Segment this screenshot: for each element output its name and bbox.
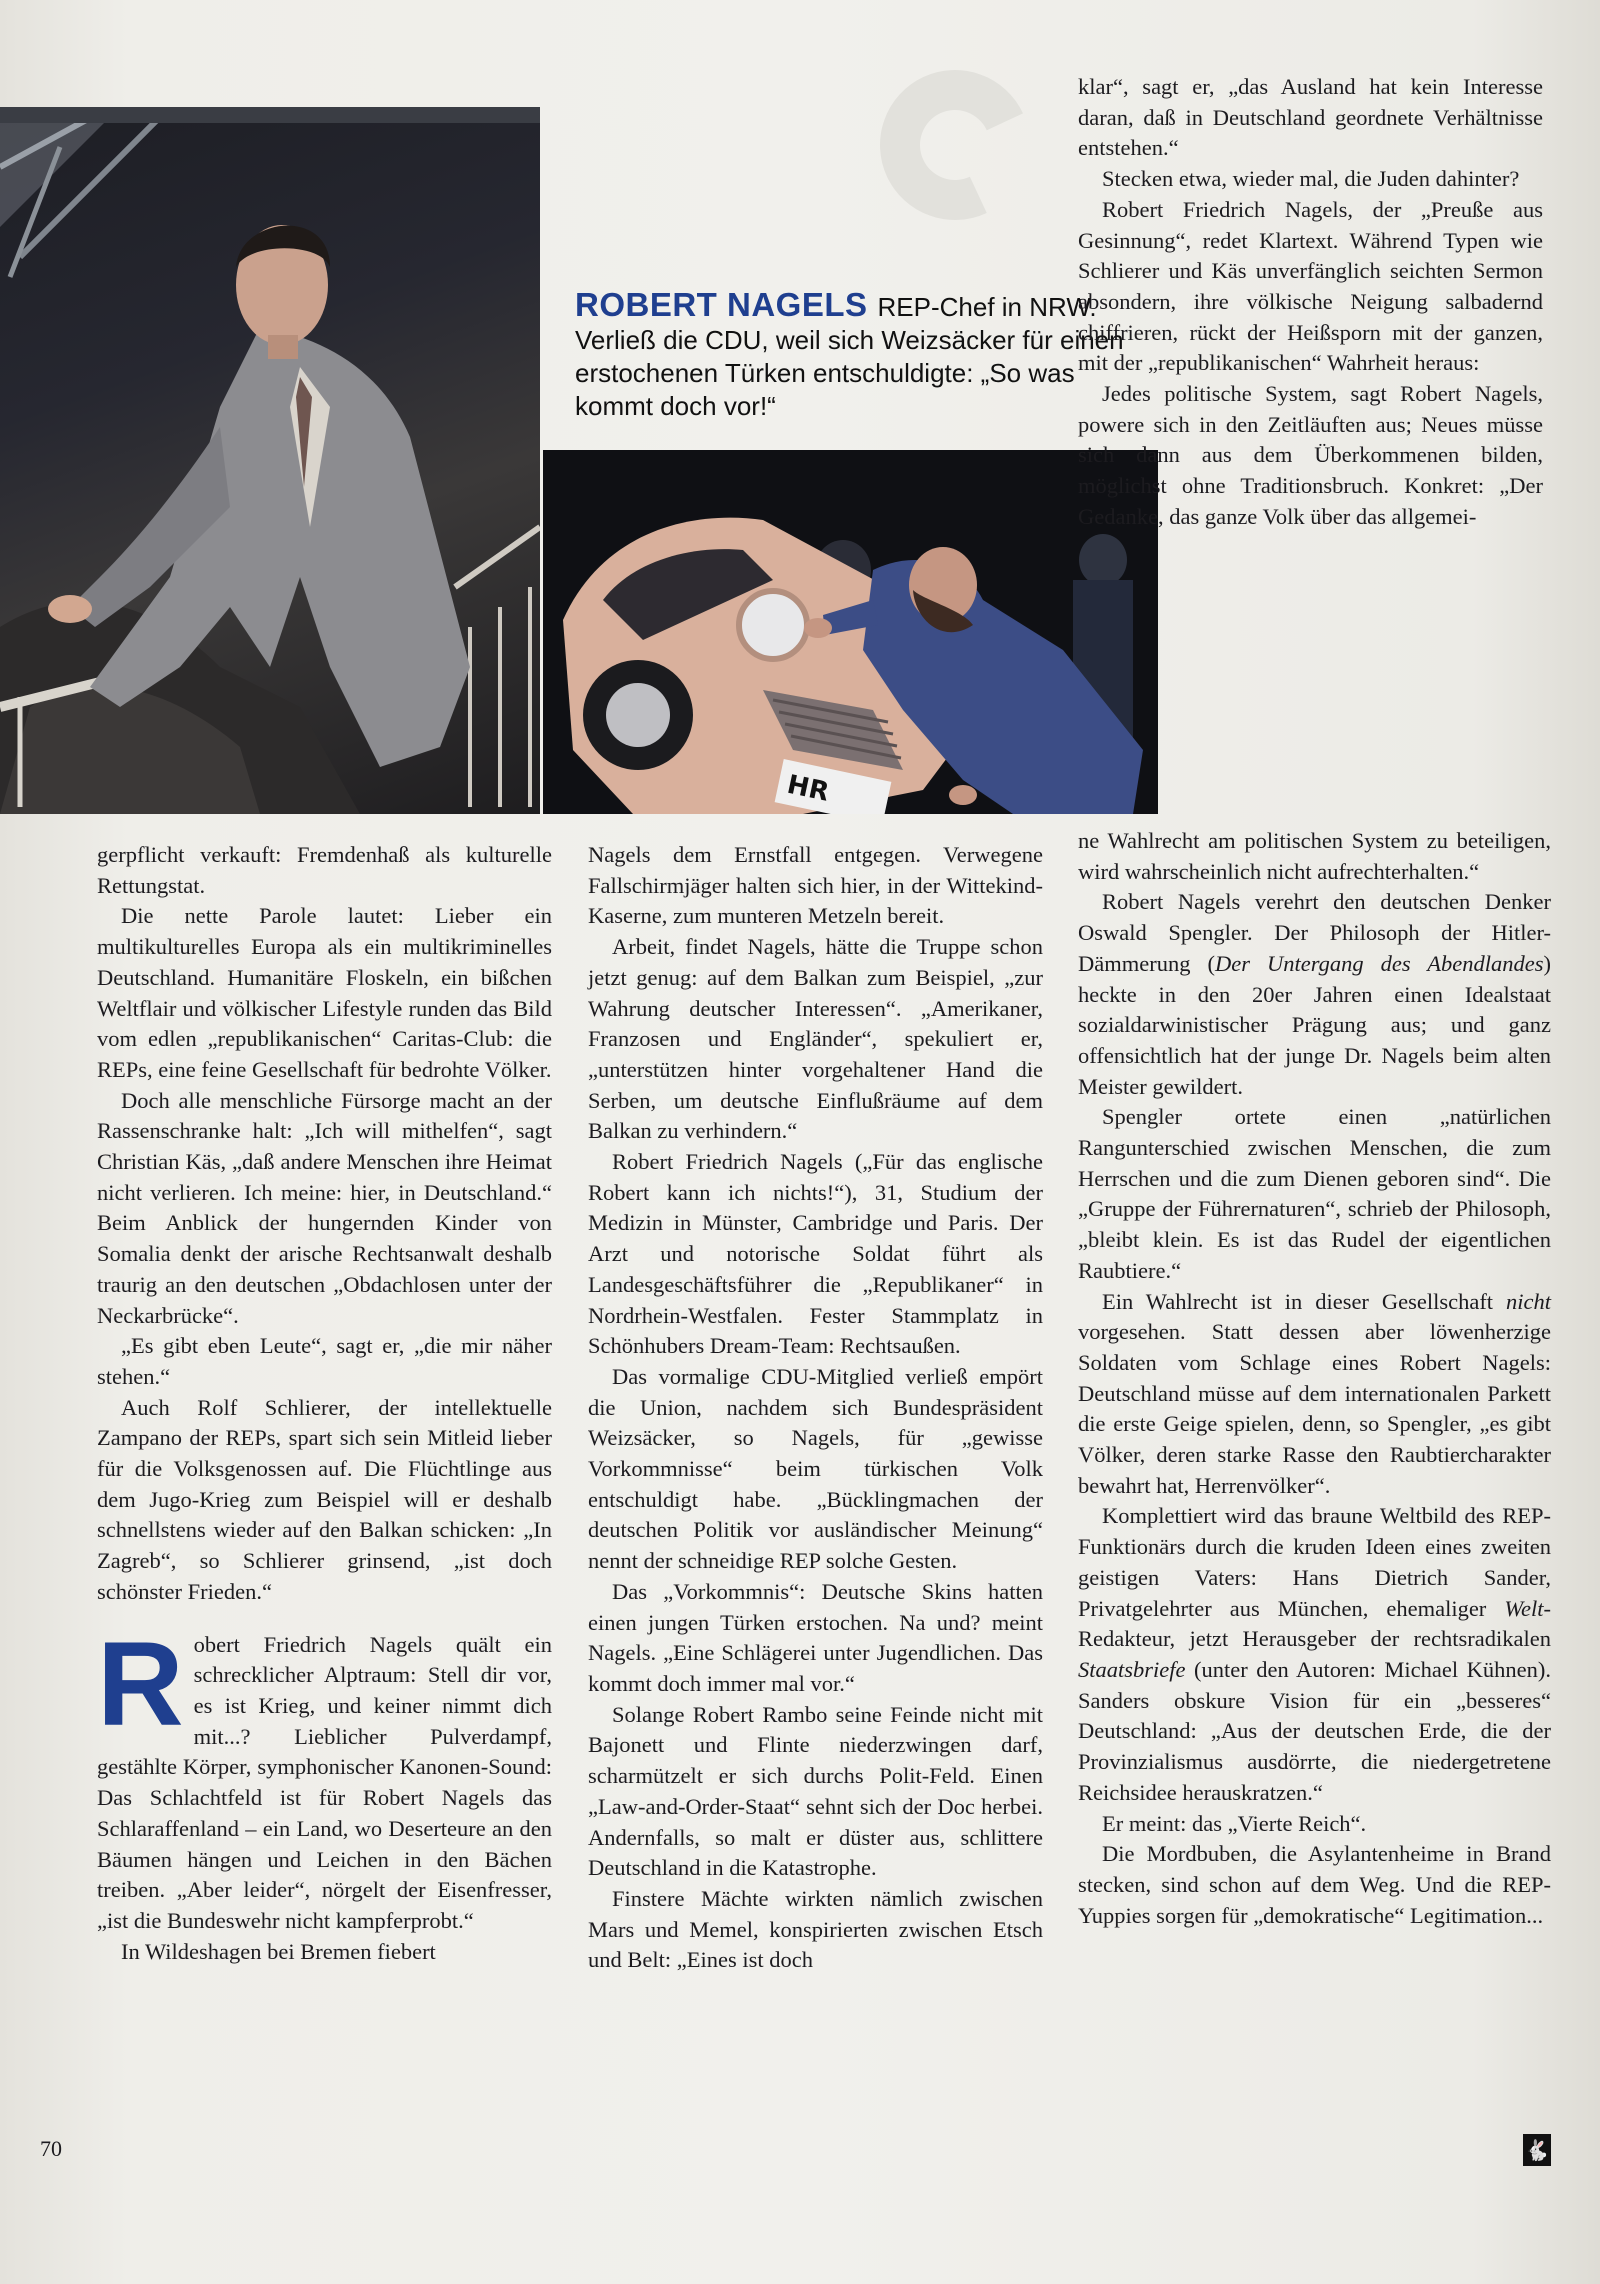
decorative-letter-shape <box>859 49 1051 241</box>
paragraph: Er meint: das „Vierte Reich“. <box>1102 1810 1367 1836</box>
paragraph: Arbeit, findet Nagels, hätte die Truppe schon jetzt genug: auf dem Balkan zum Beispiel, „zur Wahrung deutscher Interessen“. „Amerikaner, Franzosen und Engländer“, spekuliert er, „unterstützen hinter vorgehaltener Hand die Serben, um deutsche Einflußräume auf dem Balkan zu verhindern.“ <box>588 934 1043 1144</box>
paragraph: Robert Friedrich Nagels („Für das englische Robert kann ich nichts!“), 31, Studium der Medizin in Münster, Cambridge und Paris. Der Arzt und notorische Soldat führt als Landesgeschäftsführer die „Republikaner“ in Nordrhein-Westfalen. Fester Stammplatz in Schönhubers Dream-Team: Rechtsaußen. <box>588 1149 1043 1359</box>
paragraph: obert Friedrich Nagels quält ein schrecklicher Alptraum: Stell dir vor, es ist Krieg, und keiner nimmt dich mit...? Lieblicher Pulverdampf, gestählte Körper, symphonischer Kanonen-Sound: Das Schlachtfeld ist für Robert Nagels das Schlaraffenland – ein Land, wo Deserteure an den Bäumen hängen und Leichen in den Bächen treiben. „Aber leider“, nörgelt der Eisenfresser, „ist die Bundeswehr nicht kampferprobt.“ <box>97 1631 552 1933</box>
photo-caption <box>575 288 1145 423</box>
paragraph: Das vormalige CDU-Mitglied verließ empört die Union, nachdem sich Bundespräsident Weizsäcker, so Nagels, für „gewisse Vorkommnisse“ beim türkischen Volk entschuldigt habe. „Bücklingmachen der deutschen Politik vor ausländischer Meinung“ nennt der schneidige REP solche Gesten. <box>588 1363 1043 1574</box>
paragraph: Die Mordbuben, die Asylantenheime in Brand stecken, sind schon auf dem Weg. Und die REP-Yuppies sorgen für „demokratische“ Legitimation... <box>1078 1841 1551 1928</box>
paragraph: Jedes politische System, sagt Robert Nagels, powere sich in den Zeitläuften aus; Neues müsse sich dann aus dem Überkommenen bilden, möglichst ohne Traditionsbruch. Konkret: „Der Gedanke, das ganze Volk über das allgemei- <box>1078 381 1543 529</box>
paragraph: Auch Rolf Schlierer, der intellektuelle Zampano der REPs, spart sich sein Mitleid lieber für die Volksgenossen auf. Die Flüchtlinge aus dem Jugo-Krieg zum Beispiel will er deshalb schnellstens wieder auf den Balkan schicken: „In Zagreb“, so Schlierer grinsend, „ist doch schönster Frieden.“ <box>97 1394 552 1604</box>
night-scene-photo <box>543 450 1158 814</box>
text-column-3-lower <box>1078 826 1551 1931</box>
paragraph: Ein Wahlrecht ist in dieser Gesellschaft nicht vorgesehen. Statt dessen aber löwenherzige Soldaten vom Schlage eines Robert Nagels: Deutschland müsse auf dem internationalen Parkett die erste Geige spielen, denn, so Spengler, „es gibt Völker, deren starke Rasse den Raubtiercharakter bewahrt hat, Herrenvölker“. <box>1078 1288 1551 1498</box>
paragraph: „Es gibt eben Leute“, sagt er, „die mir näher stehen.“ <box>97 1333 552 1389</box>
license-plate-text: HR <box>784 769 832 808</box>
paragraph: Komplettiert wird das braune Weltbild des REP-Funktionärs durch die kruden Ideen eines zweiten geistigen Vaters: Hans Dietrich Sander, Privatgelehrter aus München, ehemaliger Welt-Redakteur, jetzt Herausgeber der rechtsradikalen Staatsbriefe (unter den Autoren: Michael Kühnen). Sanders obskure Vision für ein „besseres“ Deutschland: „Aus der deutschen Erde, die der Provinzialismus ausdörrte, die niedergetretene Reichsidee herauskratzen.“ <box>1078 1503 1551 1805</box>
section-start <box>97 1616 552 1937</box>
portrait-photo <box>0 107 540 814</box>
paragraph: Doch alle menschliche Fürsorge macht an der Rassenschranke halt: „Ich will mithelfen“, sagt Christian Käs, „daß andere Menschen ihre Heimat nicht verlieren. Ich meine: hier, in Deutschland.“ Beim Anblick der hungernden Kinder von Somalia denkt der arische Rechtsanwalt deshalb traurig an den deutschen „Obdachlosen unter der Neckarbrücke“. <box>97 1087 552 1328</box>
text-column-3-upper <box>1078 72 1543 533</box>
text-column-2 <box>588 840 1043 1976</box>
caption-name: ROBERT NAGELS <box>575 286 868 323</box>
paragraph: In Wildeshagen bei Bremen fiebert <box>121 1938 436 1964</box>
paragraph: Stecken etwa, wieder mal, die Juden dahinter? <box>1102 166 1520 192</box>
end-mark-icon: 🐇 <box>1523 2134 1551 2166</box>
text-column-1 <box>97 840 552 1967</box>
paragraph: Robert Nagels verehrt den deutschen Denker Oswald Spengler. Der Philosoph der Hitler-Dämmerung (Der Untergang des Abendlandes) heckte in den 20er Jahren einen Idealstaat sozialdarwinistischer Prägung aus; und ganz offensichtlich hat der junge Dr. Nagels beim alten Meister gewildert. <box>1078 889 1551 1099</box>
paragraph: Spengler ortete einen „natürlichen Rangunterschied zwischen Menschen, die zum Herrschen und die zum Dienen geboren sind“. Die „Gruppe der Führernaturen“, schrieb der Philosoph, „bleibt klein. Es ist das Rudel der eigentlichen Raubtiere.“ <box>1078 1104 1551 1283</box>
drop-cap: R <box>97 1616 184 1751</box>
page-number: 70 <box>40 2136 62 2161</box>
caption-text: REP-Chef in NRW. Verließ die CDU, weil sich Weizsäcker für einen erstochenen Türken entschuldigte: „So was kommt doch vor!“ <box>575 292 1124 421</box>
paragraph: Finstere Mächte wirkten nämlich zwischen Mars und Memel, konspirierten zwischen Etsch und Belt: „Eines ist doch <box>588 1885 1043 1973</box>
paragraph: klar“, sagt er, „das Ausland hat kein Interesse daran, daß in Deutschland geordnete Verhältnisse entstehen.“ <box>1078 74 1543 161</box>
paragraph: Das „Vorkommnis“: Deutsche Skins hatten einen jungen Türken erstochen. Na und? meint Nagels. „Eine Schlägerei unter Jugendlichen. Das kommt doch immer mal vor.“ <box>588 1578 1043 1696</box>
paragraph: Robert Friedrich Nagels, der „Preuße aus Gesinnung“, redet Klartext. Während Typen wie Schlierer und Käs unverfänglich seichten Sermon absondern, ihre völkische Neigung salbadernd chiffrieren, rückt der Heißsporn mit der ganzen, mit der „republikanischen“ Wahrheit heraus: <box>1078 196 1543 376</box>
paragraph: ne Wahlrecht am politischen System zu beteiligen, wird wahrscheinlich nicht aufrechterhalten.“ <box>1078 828 1551 884</box>
paragraph: gerpflicht verkauft: Fremdenhaß als kulturelle Rettungstat. <box>97 842 552 898</box>
paragraph: Solange Robert Rambo seine Feinde nicht mit Bajonett und Flinte niederzwingen darf, scharmützelt er sich durchs Polit-Feld. Einen „Law-and-Order-Staat“ sehnt sich der Doc herbei. Andernfalls, so malt er düster aus, schlittere Deutschland in die Katastrophe. <box>588 1701 1043 1881</box>
paragraph: Die nette Parole lautet: Lieber ein multikulturelles Europa als ein multikriminelles Deutschland. Humanitäre Floskeln, ein bißchen Weltflair und völkischer Lifestyle runden das Bild vom edlen „republikanischen“ Caritas-Club: die REPs, eine feine Gesellschaft für bedrohte Völker. <box>97 903 552 1082</box>
paragraph: Nagels dem Ernstfall entgegen. Verwegene Fallschirmjäger halten sich hier, in der Wittekind-Kaserne, zum munteren Metzeln bereit. <box>588 842 1043 929</box>
